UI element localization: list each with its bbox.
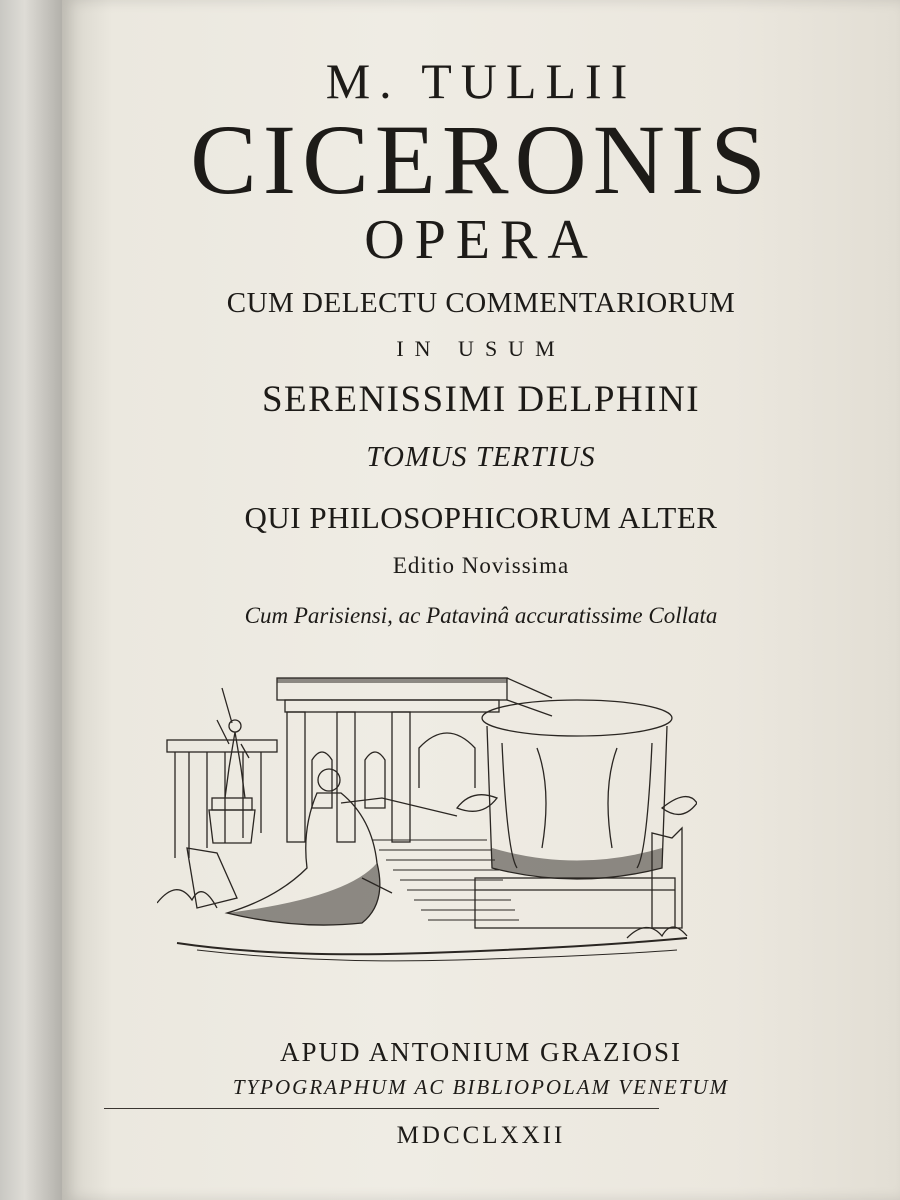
volume-number: TOMUS TERTIUS [366,441,596,473]
volume-description: QUI PHILOSOPHICORUM ALTER [244,500,718,535]
classical-ruins-engraving-icon [157,668,697,968]
title-page [62,0,900,1200]
work-title: OPERA [364,209,598,271]
subtitle: CUM DELECTU COMMENTARIORUM [226,287,736,319]
collation-note: Cum Parisiensi, ac Patavinâ accuratissime Collata [244,603,718,628]
publication-year: MDCCLXXII [396,1122,566,1149]
edition-note: Editio Novissima [392,553,570,578]
author-praenomen: M. TULLII [325,53,637,109]
in-usum-line: IN USUM [396,336,566,361]
imprint-rule [104,1108,659,1109]
dedicatee: SERENISSIMI DELPHINI [261,379,701,420]
author-name: CICERONIS [190,104,772,215]
publisher-role: TYPOGRAPHUM AC BIBLIOPOLAM VENETUM [232,1075,730,1099]
book-gutter [0,0,70,1200]
publisher: APUD ANTONIUM GRAZIOSI [279,1037,682,1067]
